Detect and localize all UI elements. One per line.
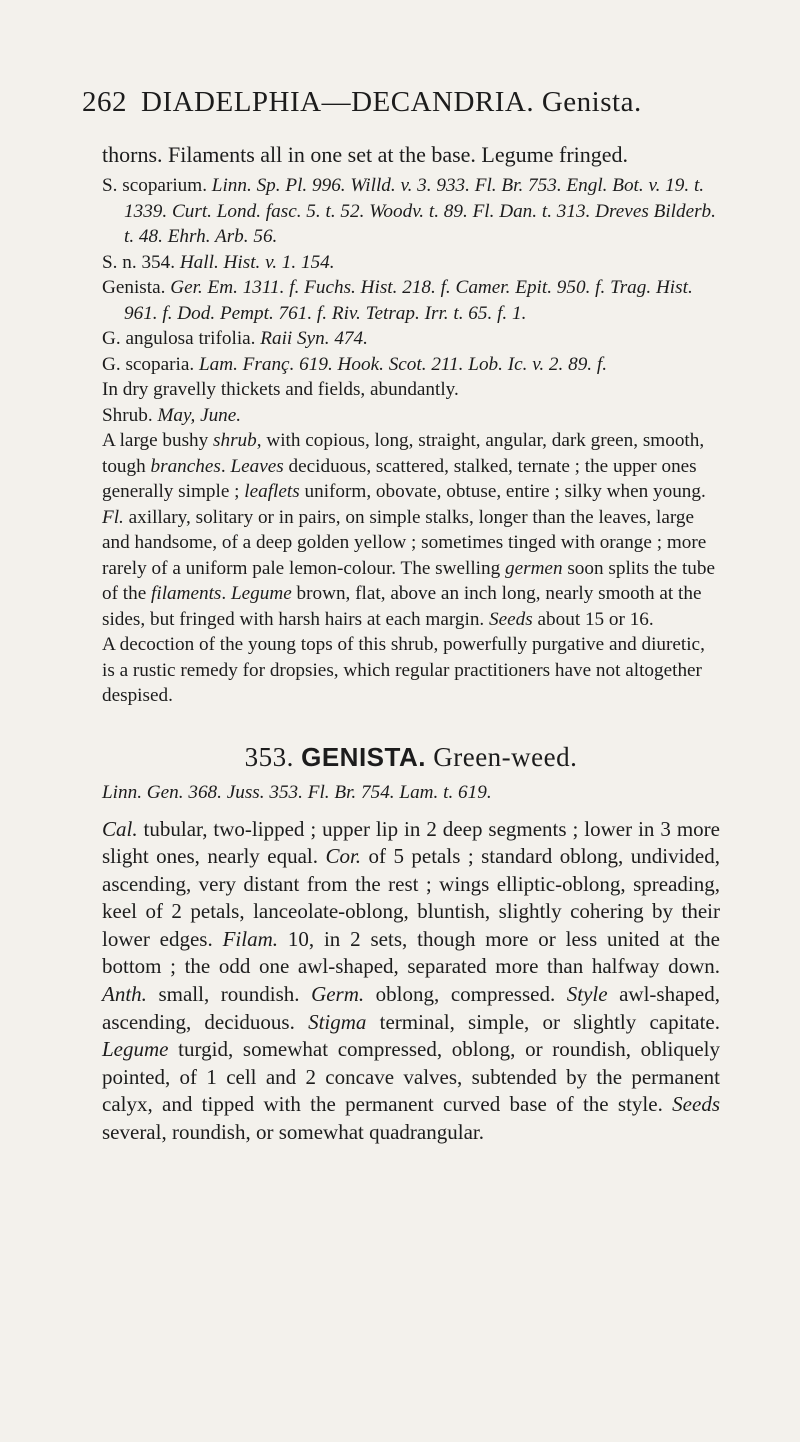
description-run: Fl. xyxy=(102,506,124,528)
character-run: Seeds xyxy=(672,1092,720,1117)
habitat: In dry gravelly thickets and fields, abundantly. xyxy=(102,379,459,400)
header-title: DIADELPHIA—DECANDRIA. xyxy=(141,86,535,118)
description-run: axillary, solitary or in pairs, on simple stalks, longer than the leaves, large and handsome, of a deep golden yellow ; sometimes tinged with orange ; more rarely of a uniform pale lemon-colour. The swelling xyxy=(102,506,707,579)
character-run: awl-shaped, ascending, deciduous. xyxy=(102,982,720,1034)
character-run: Anth. xyxy=(102,982,147,1007)
genus-name: GENISTA. xyxy=(301,741,426,772)
description-run: Legume xyxy=(230,583,292,604)
character-run: Cal. xyxy=(102,816,138,841)
character-run: turgid, somewhat compressed, oblong, or roundish, obliquely pointed, of 1 cell and 2 concave valves, subtended by the permanent calyx, and tipped with the permanent curved base of the style. xyxy=(102,1037,720,1117)
synonym-label: S. n. 354. xyxy=(102,251,176,273)
synonym-citations: Lam. Franç. 619. Hook. Scot. 211. Lob. Ic. v. 2. 89. f. xyxy=(198,353,608,375)
character-run: tubular, two-lipped ; upper lip in 2 deep segments ; lower in 3 more slight ones, nearly equal. xyxy=(102,816,720,869)
synonym-label: S. scoparium. xyxy=(102,175,207,196)
synonym-citations: Ger. Em. 1311. f. Fuchs. Hist. 218. f. Camer. Epit. 950. f. Trag. Hist. 961. f. Dod. Pempt. 761. f. Riv. Tetrap. Irr. t. 65. f. 1. xyxy=(124,277,693,324)
page-body xyxy=(102,140,720,1147)
description-run: A large bushy xyxy=(102,430,214,451)
header-genus: Genista. xyxy=(541,86,642,118)
synonym-ref xyxy=(102,352,720,378)
medicinal-use: A decoction of the young tops of this shrub, powerfully purgative and diuretic, is a rustic remedy for dropsies, which regular practitioners have not altogether despised. xyxy=(102,634,705,706)
synonym-ref xyxy=(102,173,720,250)
genus-number: 353. xyxy=(244,741,294,772)
character-run: several, roundish, or somewhat quadrangular. xyxy=(102,1120,484,1145)
description-run: shrub xyxy=(213,430,257,451)
genus-heading xyxy=(102,741,720,772)
description-run: brown, flat, above an inch long, nearly smooth at the sides, but fringed with harsh hairs at each margin. xyxy=(102,583,702,630)
running-header xyxy=(82,86,722,119)
description-run: leaflets xyxy=(244,481,300,502)
description-run: Seeds xyxy=(489,608,533,630)
description-run: soon splits the tube of the xyxy=(102,557,715,604)
synonym-citations: Raii Syn. 474. xyxy=(260,328,368,349)
character-run: of 5 petals ; standard oblong, undivided, ascending, very distant from the rest ; wings elliptic-oblong, spreading, keel of 2 petals, lanceolate-oblong, bluntish, slightly cohering by their lower edges. xyxy=(102,844,720,951)
character-run: 10, in 2 sets, though more or less united at the bottom ; the odd one awl-shaped, separated more than halfway down. xyxy=(102,926,720,979)
description-run: branches xyxy=(150,455,221,477)
description-run: deciduous, scattered, stalked, ternate ; the upper ones generally simple ; xyxy=(102,455,697,502)
character-run: Germ. xyxy=(311,982,365,1007)
genus-common-name: Green-weed. xyxy=(433,741,578,772)
description-run: uniform, obovate, obtuse, entire ; silky when young. xyxy=(299,481,706,502)
synonym-label: Genista. xyxy=(102,277,166,298)
character-run: oblong, compressed. xyxy=(364,982,567,1007)
synonym-ref xyxy=(102,326,720,352)
character-run: Cor. xyxy=(325,844,362,869)
description-run: . xyxy=(220,455,231,477)
description-run: about 15 or 16. xyxy=(532,608,654,630)
genus-references xyxy=(102,780,720,806)
genus-citations: Linn. Gen. 368. Juss. 353. Fl. Br. 754. Lam. t. 619. xyxy=(102,782,492,803)
plant-type: Shrub. xyxy=(102,404,153,426)
description-run: , with copious, long, straight, angular, dark green, smooth, tough xyxy=(102,430,705,477)
synonym-label: G. scoparia. xyxy=(102,353,195,375)
description-run: . xyxy=(221,583,231,604)
description-run: filaments xyxy=(151,583,222,604)
lead-text: thorns. Filaments all in one set at the base. Legume fringed. xyxy=(102,142,629,167)
page-number: 262 xyxy=(82,86,127,118)
synonym-ref xyxy=(102,250,720,276)
character-run: terminal, simple, or slightly capitate. xyxy=(366,1009,720,1034)
synonym-citations: Linn. Sp. Pl. 996. Willd. v. 3. 933. Fl. Br. 753. Engl. Bot. v. 19. t. 1339. Curt. Lond. fasc. 5. t. 52. Woodv. t. 89. Fl. Dan. t. 313. Dreves Bilderb. t. 48. Ehrh. Arb. 56. xyxy=(124,175,716,247)
synonym-citations: Hall. Hist. v. 1. 154. xyxy=(179,251,335,273)
synonym-ref xyxy=(102,275,720,326)
description-run: Leaves xyxy=(230,455,284,477)
description-run: germen xyxy=(505,557,563,579)
flowering-months: May, June. xyxy=(157,404,242,426)
character-run: Legume xyxy=(102,1037,169,1062)
synonym-label: G. angulosa trifolia. xyxy=(102,328,256,349)
character-run: Filam. xyxy=(222,926,279,951)
flowering xyxy=(102,403,720,429)
species-description xyxy=(102,428,720,632)
character-run: Style xyxy=(566,982,608,1007)
character-run: Stigma xyxy=(308,1009,367,1034)
genus-characters xyxy=(102,816,720,1147)
character-run: small, roundish. xyxy=(146,982,312,1007)
